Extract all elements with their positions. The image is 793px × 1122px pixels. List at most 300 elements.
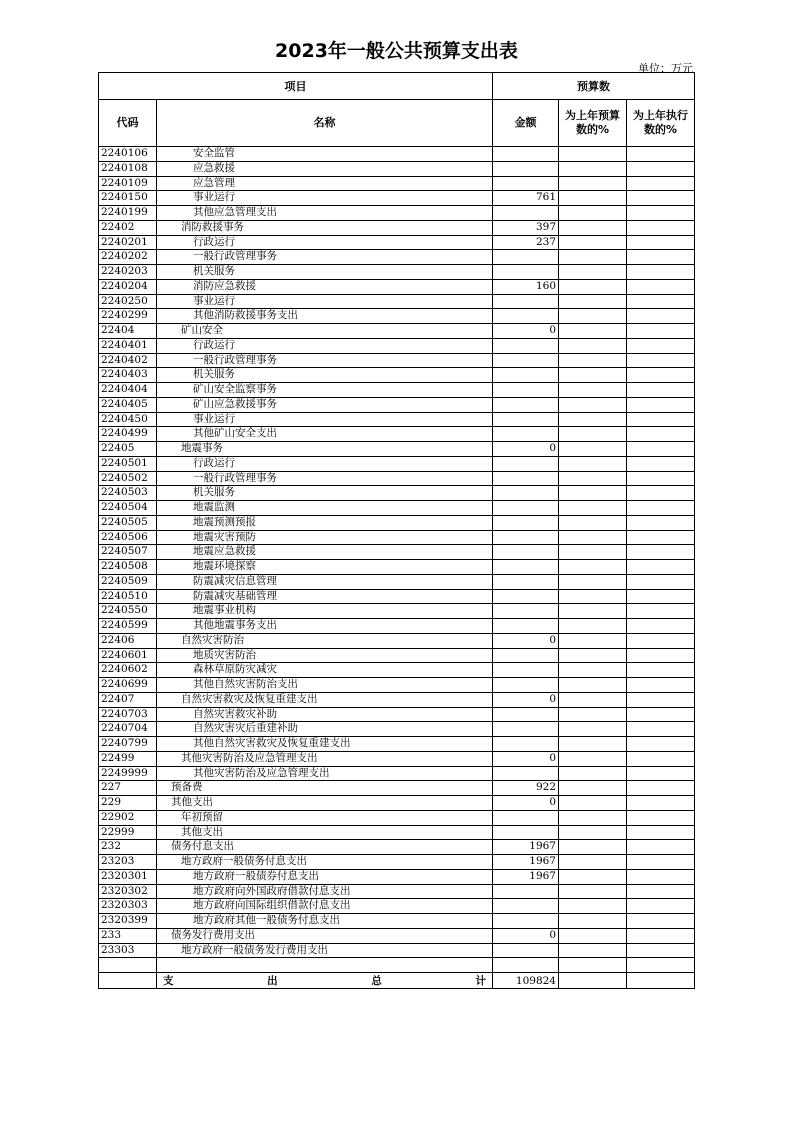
- table-row: [99, 648, 695, 663]
- table-row: [99, 456, 695, 471]
- row-name: 其他自然灾害救灾及恢复重建支出: [157, 737, 493, 752]
- table-row: [99, 884, 695, 899]
- row-pct-budget: [559, 397, 627, 412]
- row-name: 机关服务: [157, 368, 493, 383]
- row-amount: [493, 368, 559, 383]
- unit-label: 单位：万元: [638, 62, 693, 75]
- row-name: 消防应急救援: [157, 279, 493, 294]
- row-amount: [493, 456, 559, 471]
- row-amount: [493, 943, 559, 958]
- row-pct-exec: [627, 781, 695, 796]
- row-pct-budget: [559, 633, 627, 648]
- row-pct-exec: [627, 589, 695, 604]
- row-pct-exec: [627, 707, 695, 722]
- row-pct-budget: [559, 147, 627, 162]
- table-row: [99, 810, 695, 825]
- row-name: 安全监管: [157, 147, 493, 162]
- table-row: [99, 589, 695, 604]
- row-name: 自然灾害防治: [157, 633, 493, 648]
- row-amount: [493, 265, 559, 280]
- row-name: 其他应急管理支出: [157, 206, 493, 221]
- row-name: 其他矿山安全支出: [157, 427, 493, 442]
- table-row: [99, 294, 695, 309]
- row-amount: [493, 161, 559, 176]
- row-name: 行政运行: [157, 235, 493, 250]
- row-pct-exec: [627, 368, 695, 383]
- row-pct-budget: [559, 250, 627, 265]
- row-pct-exec: [627, 147, 695, 162]
- row-pct-exec: [627, 619, 695, 634]
- row-pct-budget: [559, 560, 627, 575]
- table-row: [99, 840, 695, 855]
- row-pct-budget: [559, 899, 627, 914]
- row-pct-exec: [627, 545, 695, 560]
- row-pct-budget: [559, 943, 627, 958]
- row-pct-budget: [559, 353, 627, 368]
- row-amount: 237: [493, 235, 559, 250]
- row-name: 地震事业机构: [157, 604, 493, 619]
- row-code: [99, 958, 157, 973]
- header-amount: 金额: [493, 100, 559, 147]
- row-name: 其他支出: [157, 825, 493, 840]
- row-code: 2240704: [99, 722, 157, 737]
- row-code: 2240450: [99, 412, 157, 427]
- row-name: 地方政府向国际组织借款付息支出: [157, 899, 493, 914]
- row-name: 其他地震事务支出: [157, 619, 493, 634]
- table-row: [99, 176, 695, 191]
- row-amount: [493, 427, 559, 442]
- row-code: 2240106: [99, 147, 157, 162]
- row-amount: [493, 707, 559, 722]
- row-amount: 1967: [493, 869, 559, 884]
- row-code: 2240201: [99, 235, 157, 250]
- table-row: [99, 427, 695, 442]
- row-code: 2320301: [99, 869, 157, 884]
- table-row: [99, 692, 695, 707]
- row-pct-budget: [559, 161, 627, 176]
- row-pct-exec: [627, 471, 695, 486]
- row-pct-exec: [627, 869, 695, 884]
- row-code: 2240506: [99, 530, 157, 545]
- row-pct-exec: [627, 840, 695, 855]
- row-pct-budget: [559, 766, 627, 781]
- table-row: [99, 206, 695, 221]
- row-pct-budget: [559, 545, 627, 560]
- row-code: 2240507: [99, 545, 157, 560]
- table-row: [99, 235, 695, 250]
- table-row: [99, 471, 695, 486]
- row-name: 事业运行: [157, 294, 493, 309]
- row-pct-budget: [559, 176, 627, 191]
- row-code: 22902: [99, 810, 157, 825]
- total-label-char: 支: [163, 975, 174, 987]
- row-pct-exec: [627, 796, 695, 811]
- table-row: [99, 560, 695, 575]
- row-pct-exec: [627, 648, 695, 663]
- row-code: 2240599: [99, 619, 157, 634]
- row-code: 2240501: [99, 456, 157, 471]
- row-name: 机关服务: [157, 265, 493, 280]
- row-pct-exec: [627, 810, 695, 825]
- row-pct-budget: [559, 338, 627, 353]
- row-pct-budget: [559, 442, 627, 457]
- row-name: 矿山应急救援事务: [157, 397, 493, 412]
- row-code: 2240550: [99, 604, 157, 619]
- row-pct-budget: [559, 191, 627, 206]
- row-pct-exec: [627, 560, 695, 575]
- table-row: [99, 515, 695, 530]
- row-pct-exec: [627, 206, 695, 221]
- row-code: 2240202: [99, 250, 157, 265]
- row-pct-exec: [627, 235, 695, 250]
- row-pct-budget: [559, 530, 627, 545]
- row-pct-budget: [559, 383, 627, 398]
- row-pct-exec: [627, 456, 695, 471]
- row-amount: [493, 412, 559, 427]
- row-pct-exec: [627, 663, 695, 678]
- row-pct-budget: [559, 707, 627, 722]
- row-code: 2240502: [99, 471, 157, 486]
- row-pct-exec: [627, 515, 695, 530]
- row-code: 2249999: [99, 766, 157, 781]
- row-code: 2320302: [99, 884, 157, 899]
- row-pct-exec: [627, 855, 695, 870]
- row-amount: 0: [493, 928, 559, 943]
- row-amount: [493, 604, 559, 619]
- row-code: 2240204: [99, 279, 157, 294]
- row-name: 事业运行: [157, 191, 493, 206]
- row-pct-budget: [559, 604, 627, 619]
- table-row: [99, 619, 695, 634]
- row-name: 其他支出: [157, 796, 493, 811]
- row-amount: [493, 766, 559, 781]
- row-pct-exec: [627, 412, 695, 427]
- row-code: 22406: [99, 633, 157, 648]
- row-name: 其他自然灾害防治支出: [157, 678, 493, 693]
- total-pct-exec: [627, 973, 695, 989]
- row-pct-exec: [627, 191, 695, 206]
- row-amount: [493, 825, 559, 840]
- row-code: 2240199: [99, 206, 157, 221]
- row-pct-budget: [559, 619, 627, 634]
- row-pct-exec: [627, 751, 695, 766]
- row-pct-budget: [559, 486, 627, 501]
- table-body: [99, 147, 695, 973]
- row-pct-budget: [559, 737, 627, 752]
- row-pct-budget: [559, 294, 627, 309]
- row-amount: [493, 338, 559, 353]
- table-row: [99, 574, 695, 589]
- row-code: 23203: [99, 855, 157, 870]
- row-amount: [493, 884, 559, 899]
- table-row: [99, 324, 695, 339]
- row-amount: 0: [493, 442, 559, 457]
- row-name: 地方政府其他一般债务付息支出: [157, 914, 493, 929]
- total-label-char: 出: [267, 975, 278, 987]
- row-name: 一般行政管理事务: [157, 353, 493, 368]
- page-title: 2023年一般公共预算支出表: [275, 40, 518, 62]
- table-row: [99, 663, 695, 678]
- row-pct-budget: [559, 928, 627, 943]
- row-pct-exec: [627, 161, 695, 176]
- row-name: 地方政府向外国政府借款付息支出: [157, 884, 493, 899]
- row-pct-budget: [559, 501, 627, 516]
- table-row: [99, 855, 695, 870]
- row-name: 防震减灾基础管理: [157, 589, 493, 604]
- row-name: 地方政府一般债券付息支出: [157, 869, 493, 884]
- row-code: 227: [99, 781, 157, 796]
- row-pct-exec: [627, 766, 695, 781]
- row-code: 22499: [99, 751, 157, 766]
- row-code: 2240404: [99, 383, 157, 398]
- row-name: 其他灾害防治及应急管理支出: [157, 751, 493, 766]
- row-pct-exec: [627, 825, 695, 840]
- row-code: 2240109: [99, 176, 157, 191]
- table-row: [99, 914, 695, 929]
- row-code: 2320399: [99, 914, 157, 929]
- row-code: 2240403: [99, 368, 157, 383]
- row-code: 2240601: [99, 648, 157, 663]
- row-amount: [493, 309, 559, 324]
- row-name: 森林草原防灾减灾: [157, 663, 493, 678]
- row-name: 消防救援事务: [157, 220, 493, 235]
- row-name: 自然灾害灾后重建补助: [157, 722, 493, 737]
- row-amount: [493, 914, 559, 929]
- table-row: [99, 766, 695, 781]
- row-amount: [493, 678, 559, 693]
- row-code: 2240503: [99, 486, 157, 501]
- row-pct-exec: [627, 220, 695, 235]
- header-code: 代码: [99, 100, 157, 147]
- table-row: [99, 545, 695, 560]
- table-row: [99, 501, 695, 516]
- row-name: 应急管理: [157, 176, 493, 191]
- row-name: 行政运行: [157, 338, 493, 353]
- table-row: [99, 412, 695, 427]
- row-name: 地震监测: [157, 501, 493, 516]
- row-pct-exec: [627, 899, 695, 914]
- table-row: [99, 220, 695, 235]
- row-code: 2240250: [99, 294, 157, 309]
- row-amount: 0: [493, 751, 559, 766]
- row-name: 其他灾害防治及应急管理支出: [157, 766, 493, 781]
- table-row: [99, 279, 695, 294]
- row-pct-budget: [559, 309, 627, 324]
- row-name: 地震环境探察: [157, 560, 493, 575]
- row-code: 2240602: [99, 663, 157, 678]
- total-pct-budget: [559, 973, 627, 989]
- table-row: [99, 161, 695, 176]
- table-row: [99, 604, 695, 619]
- row-amount: 0: [493, 324, 559, 339]
- row-pct-budget: [559, 220, 627, 235]
- row-name: 机关服务: [157, 486, 493, 501]
- row-code: 232: [99, 840, 157, 855]
- row-pct-budget: [559, 663, 627, 678]
- row-pct-exec: [627, 486, 695, 501]
- row-amount: [493, 176, 559, 191]
- row-code: 2240505: [99, 515, 157, 530]
- row-name: 矿山安全: [157, 324, 493, 339]
- row-code: 22405: [99, 442, 157, 457]
- row-code: 23303: [99, 943, 157, 958]
- row-pct-exec: [627, 427, 695, 442]
- row-name: 预备费: [157, 781, 493, 796]
- row-pct-budget: [559, 722, 627, 737]
- table-row: [99, 383, 695, 398]
- row-code: 2240150: [99, 191, 157, 206]
- row-pct-exec: [627, 294, 695, 309]
- table-row: [99, 737, 695, 752]
- row-code: 2240799: [99, 737, 157, 752]
- row-pct-budget: [559, 796, 627, 811]
- row-code: 2240509: [99, 574, 157, 589]
- total-amount: 109824: [493, 973, 559, 989]
- row-pct-budget: [559, 589, 627, 604]
- row-amount: [493, 545, 559, 560]
- row-name: [157, 958, 493, 973]
- row-pct-budget: [559, 235, 627, 250]
- row-amount: [493, 147, 559, 162]
- row-name: 地震预测预报: [157, 515, 493, 530]
- row-code: 2240108: [99, 161, 157, 176]
- row-code: 2240401: [99, 338, 157, 353]
- row-code: 2240405: [99, 397, 157, 412]
- row-amount: 0: [493, 692, 559, 707]
- row-pct-budget: [559, 692, 627, 707]
- row-pct-budget: [559, 471, 627, 486]
- total-code-cell: [99, 973, 157, 989]
- table-row: [99, 486, 695, 501]
- row-pct-exec: [627, 530, 695, 545]
- total-row: [99, 973, 695, 989]
- row-pct-budget: [559, 279, 627, 294]
- row-name: 事业运行: [157, 412, 493, 427]
- row-pct-exec: [627, 958, 695, 973]
- table-row: [99, 633, 695, 648]
- row-name: 年初预留: [157, 810, 493, 825]
- row-name: 自然灾害救灾及恢复重建支出: [157, 692, 493, 707]
- table-row: [99, 825, 695, 840]
- row-amount: [493, 958, 559, 973]
- row-code: 2240402: [99, 353, 157, 368]
- row-pct-budget: [559, 265, 627, 280]
- row-amount: [493, 471, 559, 486]
- header-vs-prev-exec: 为上年执行数的%: [627, 100, 695, 147]
- row-code: 2240499: [99, 427, 157, 442]
- table-row: [99, 722, 695, 737]
- row-amount: [493, 648, 559, 663]
- row-code: 229: [99, 796, 157, 811]
- row-pct-exec: [627, 737, 695, 752]
- table-row: [99, 707, 695, 722]
- row-pct-budget: [559, 648, 627, 663]
- row-pct-exec: [627, 604, 695, 619]
- table-row: [99, 943, 695, 958]
- row-name: 地震应急救援: [157, 545, 493, 560]
- row-amount: [493, 722, 559, 737]
- row-pct-exec: [627, 943, 695, 958]
- row-amount: [493, 530, 559, 545]
- row-amount: [493, 383, 559, 398]
- table-row: [99, 796, 695, 811]
- table-row: [99, 442, 695, 457]
- row-code: 22407: [99, 692, 157, 707]
- row-pct-budget: [559, 456, 627, 471]
- row-amount: 1967: [493, 855, 559, 870]
- row-pct-budget: [559, 840, 627, 855]
- total-label: [157, 973, 493, 989]
- row-pct-budget: [559, 869, 627, 884]
- row-amount: [493, 663, 559, 678]
- row-name: 地震事务: [157, 442, 493, 457]
- header-item: 项目: [99, 73, 493, 100]
- row-code: 2240510: [99, 589, 157, 604]
- row-name: 地震灾害预防: [157, 530, 493, 545]
- row-amount: 1967: [493, 840, 559, 855]
- table-row: [99, 191, 695, 206]
- row-pct-exec: [627, 442, 695, 457]
- row-amount: [493, 899, 559, 914]
- row-pct-exec: [627, 353, 695, 368]
- row-pct-budget: [559, 958, 627, 973]
- row-pct-budget: [559, 206, 627, 221]
- table-row: [99, 530, 695, 545]
- row-pct-exec: [627, 914, 695, 929]
- row-amount: [493, 294, 559, 309]
- row-pct-budget: [559, 781, 627, 796]
- row-amount: [493, 250, 559, 265]
- table-row: [99, 958, 695, 973]
- row-amount: [493, 206, 559, 221]
- row-name: 一般行政管理事务: [157, 471, 493, 486]
- row-amount: [493, 501, 559, 516]
- table-row: [99, 899, 695, 914]
- row-pct-budget: [559, 427, 627, 442]
- row-amount: 160: [493, 279, 559, 294]
- row-code: 22999: [99, 825, 157, 840]
- row-name: 其他消防救援事务支出: [157, 309, 493, 324]
- row-name: 行政运行: [157, 456, 493, 471]
- row-amount: [493, 589, 559, 604]
- row-pct-exec: [627, 501, 695, 516]
- row-pct-exec: [627, 279, 695, 294]
- row-pct-budget: [559, 914, 627, 929]
- row-pct-budget: [559, 855, 627, 870]
- row-amount: [493, 737, 559, 752]
- header-vs-prev-budget: 为上年预算数的%: [559, 100, 627, 147]
- budget-table: [98, 72, 695, 989]
- table-row: [99, 338, 695, 353]
- row-code: 2320303: [99, 899, 157, 914]
- total-label-char: 总: [371, 975, 382, 987]
- row-pct-budget: [559, 515, 627, 530]
- row-amount: 397: [493, 220, 559, 235]
- row-amount: [493, 353, 559, 368]
- row-pct-exec: [627, 692, 695, 707]
- table-row: [99, 678, 695, 693]
- row-amount: [493, 574, 559, 589]
- table-row: [99, 353, 695, 368]
- row-code: 2240299: [99, 309, 157, 324]
- row-pct-exec: [627, 309, 695, 324]
- row-pct-budget: [559, 574, 627, 589]
- row-name: 应急救援: [157, 161, 493, 176]
- row-pct-exec: [627, 397, 695, 412]
- row-name: 地质灾害防治: [157, 648, 493, 663]
- row-amount: [493, 619, 559, 634]
- row-code: 22402: [99, 220, 157, 235]
